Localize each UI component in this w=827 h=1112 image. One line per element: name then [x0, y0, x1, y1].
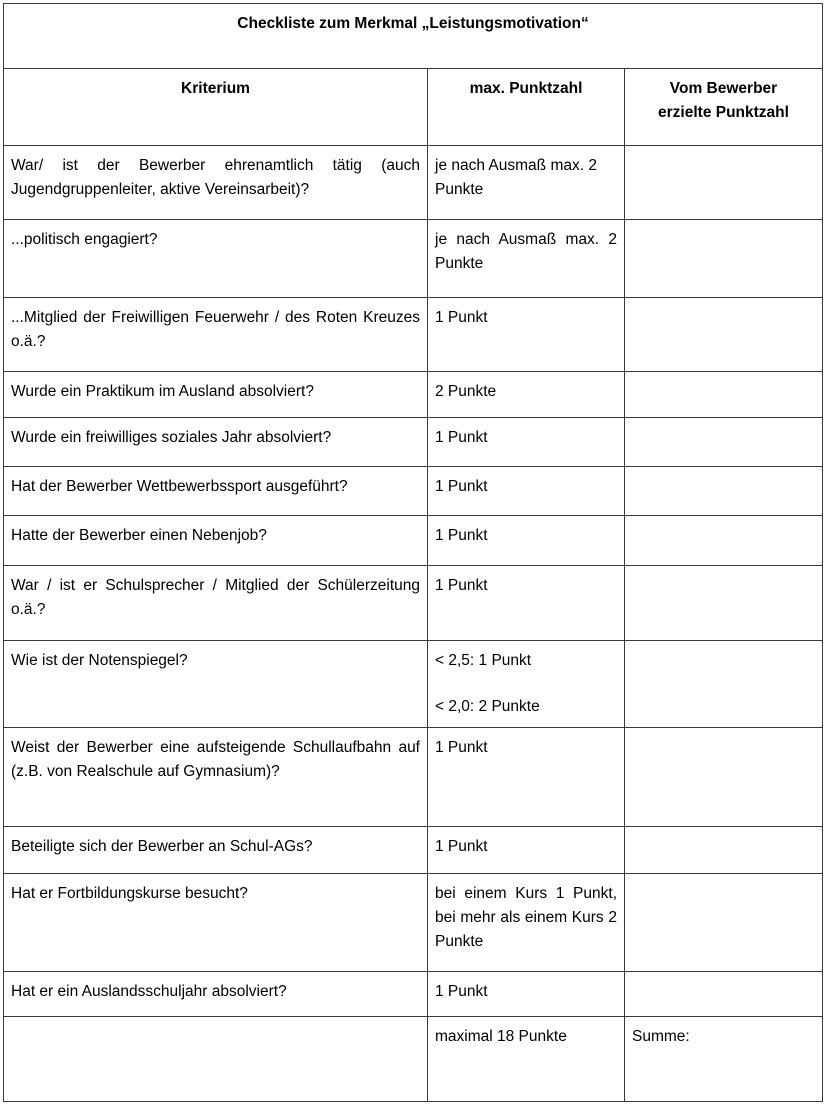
- column-header-achieved-points: [625, 69, 823, 146]
- achieved-points-cell[interactable]: [625, 298, 823, 372]
- table-row: [4, 418, 823, 467]
- table-row: [4, 372, 823, 418]
- achieved-points-cell[interactable]: [625, 516, 823, 566]
- max-points-line1: < 2,5: 1 Punkt: [435, 652, 532, 669]
- table-row: [4, 516, 823, 566]
- table-row: [4, 566, 823, 641]
- criterion-cell: War / ist er Schulsprecher / Mitglied der Schülerzeitung o.ä.?: [4, 566, 428, 641]
- summary-max-points-cell: maximal 18 Punkte: [428, 1017, 625, 1102]
- column-header-max-points: max. Punktzahl: [428, 69, 625, 146]
- max-points-cell: je nach Ausmaß max. 2 Punkte: [428, 146, 625, 220]
- max-points-cell: 1 Punkt: [428, 566, 625, 641]
- achieved-points-cell[interactable]: [625, 874, 823, 972]
- achieved-points-cell[interactable]: [625, 220, 823, 298]
- criterion-cell: Wurde ein Praktikum im Ausland absolviert?: [4, 372, 428, 418]
- criterion-cell: Hat er ein Auslandsschuljahr absolviert?: [4, 972, 428, 1017]
- achieved-points-cell[interactable]: [625, 566, 823, 641]
- checklist-table: [3, 3, 823, 1102]
- criterion-cell: ...politisch engagiert?: [4, 220, 428, 298]
- criterion-cell: Wie ist der Notenspiegel?: [4, 641, 428, 728]
- summary-row: [4, 1017, 823, 1102]
- page-title: Checkliste zum Merkmal „Leistungsmotivation“: [4, 4, 823, 69]
- table-row: [4, 298, 823, 372]
- table-row: [4, 728, 823, 827]
- achieved-points-cell[interactable]: [625, 467, 823, 516]
- table-row: [4, 467, 823, 516]
- achieved-points-cell[interactable]: [625, 641, 823, 728]
- achieved-points-cell[interactable]: [625, 418, 823, 467]
- max-points-cell: je nach Ausmaß max. 2 Punkte: [428, 220, 625, 298]
- achieved-points-cell[interactable]: [625, 728, 823, 827]
- criterion-cell: War/ ist der Bewerber ehrenamtlich tätig (auch Jugendgruppenleiter, aktive Vereinsarbeit)?: [4, 146, 428, 220]
- table-row: [4, 827, 823, 874]
- table-header-row: [4, 69, 823, 146]
- max-points-cell: bei einem Kurs 1 Punkt, bei mehr als einem Kurs 2 Punkte: [428, 874, 625, 972]
- table-row: [4, 874, 823, 972]
- column-header-criterion: Kriterium: [4, 69, 428, 146]
- max-points-cell: 1 Punkt: [428, 467, 625, 516]
- achieved-points-cell[interactable]: [625, 827, 823, 874]
- criterion-cell: Hatte der Bewerber einen Nebenjob?: [4, 516, 428, 566]
- criterion-cell: Hat er Fortbildungskurse besucht?: [4, 874, 428, 972]
- criterion-cell: Wurde ein freiwilliges soziales Jahr absolviert?: [4, 418, 428, 467]
- criterion-cell: ...Mitglied der Freiwilligen Feuerwehr / des Roten Kreuzes o.ä.?: [4, 298, 428, 372]
- criterion-cell: Weist der Bewerber eine aufsteigende Schullaufbahn auf (z.B. von Realschule auf Gymnasium)?: [4, 728, 428, 827]
- max-points-cell: 1 Punkt: [428, 972, 625, 1017]
- table-row: [4, 972, 823, 1017]
- max-points-line2: < 2,0: 2 Punkte: [435, 698, 540, 716]
- achieved-points-cell[interactable]: [625, 972, 823, 1017]
- summary-criterion-cell: [4, 1017, 428, 1102]
- max-points-cell: 1 Punkt: [428, 728, 625, 827]
- summary-total-label[interactable]: Summe:: [625, 1017, 823, 1102]
- table-row: [4, 146, 823, 220]
- column-header-achieved-points-line1: Vom Bewerber: [669, 80, 778, 97]
- column-header-achieved-points-line2: erzielte Punktzahl: [658, 104, 789, 122]
- table-title-row: [4, 4, 823, 69]
- max-points-cell: 1 Punkt: [428, 418, 625, 467]
- achieved-points-cell[interactable]: [625, 146, 823, 220]
- table-row: [4, 220, 823, 298]
- max-points-cell: 1 Punkt: [428, 516, 625, 566]
- max-points-cell: 1 Punkt: [428, 827, 625, 874]
- max-points-cell: 1 Punkt: [428, 298, 625, 372]
- achieved-points-cell[interactable]: [625, 372, 823, 418]
- max-points-cell: [428, 641, 625, 728]
- criterion-cell: Beteiligte sich der Bewerber an Schul-AGs?: [4, 827, 428, 874]
- max-points-cell: 2 Punkte: [428, 372, 625, 418]
- table-row: [4, 641, 823, 728]
- criterion-cell: Hat der Bewerber Wettbewerbssport ausgeführt?: [4, 467, 428, 516]
